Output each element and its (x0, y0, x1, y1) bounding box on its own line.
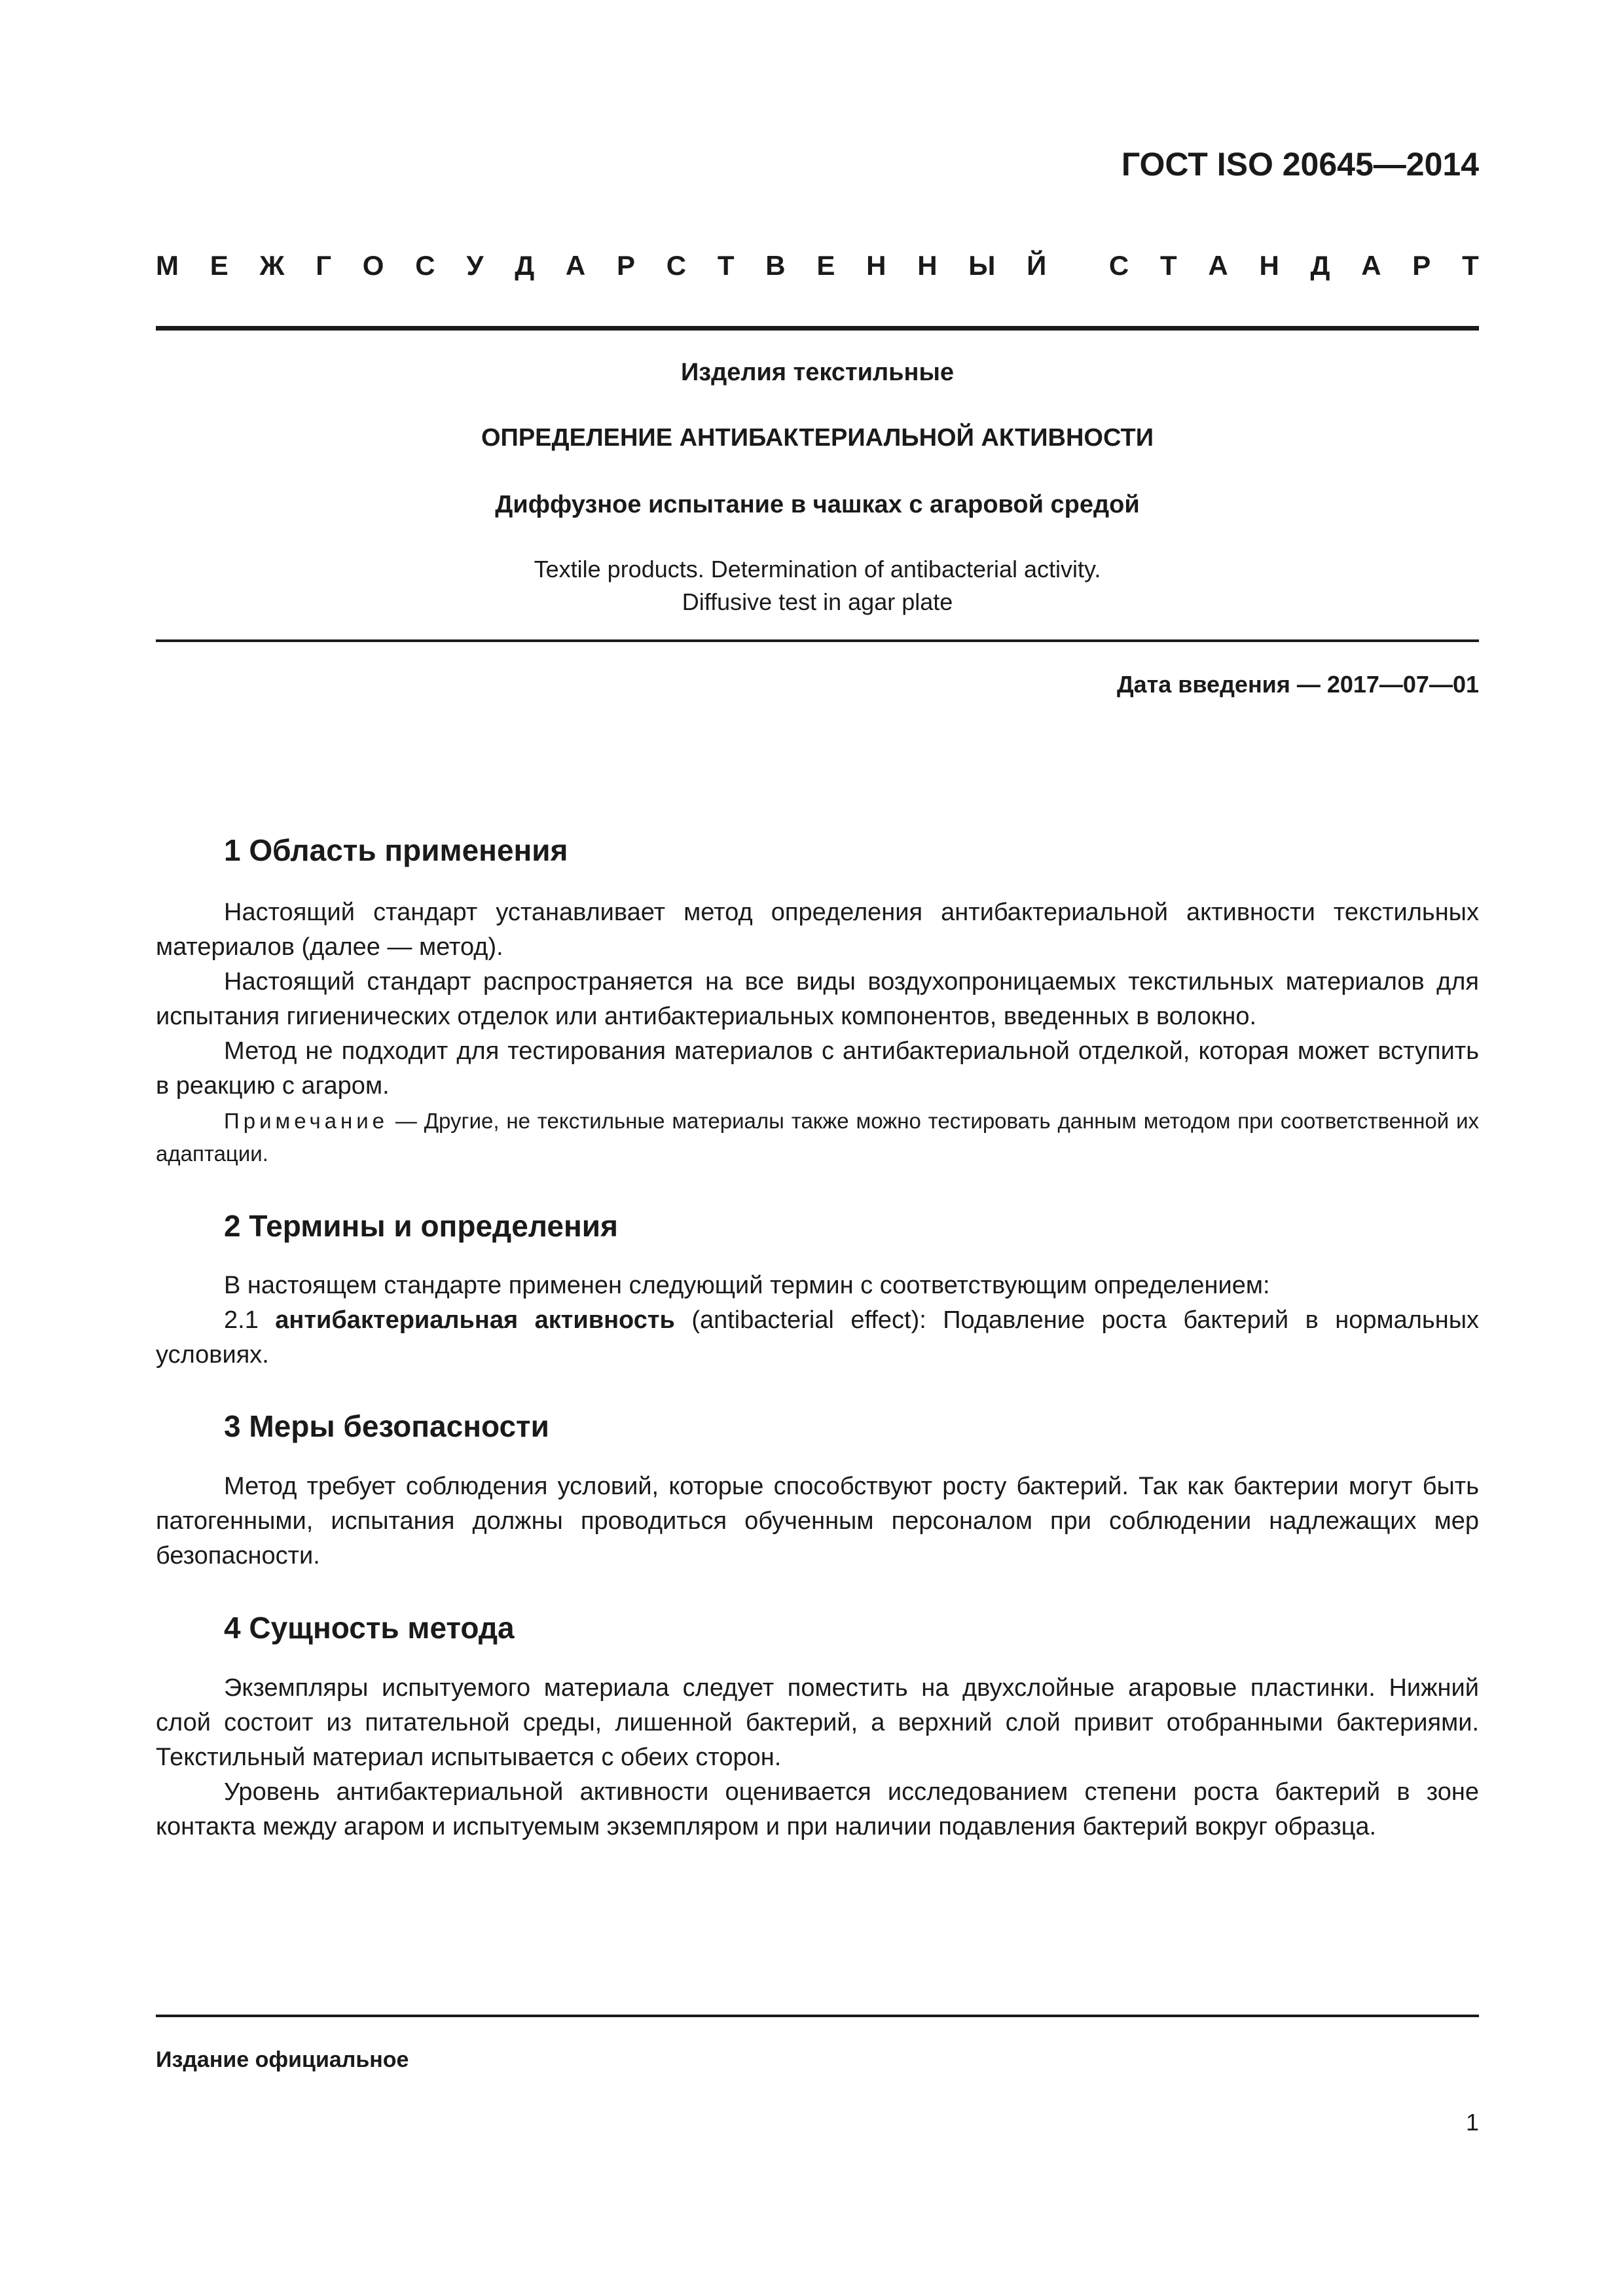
standard-type-letter: Н (1259, 250, 1279, 281)
section-3-heading: 3 Меры безопасности (224, 1409, 549, 1443)
section-2-heading: 2 Термины и определения (224, 1209, 618, 1243)
section-1-paragraph-3: Метод не подходит для тестирования материалов с антибактериальной отделкой, которая может вступить в реакцию с агаром. (156, 1037, 1479, 1100)
note-text: — Другие, не текстильные материалы также можно тестировать данным методом при соответственной их адаптации. (156, 1109, 1479, 1166)
standard-type-letter: Т (1159, 250, 1177, 281)
standard-type-letter: С (666, 250, 687, 281)
standard-type-letter: Ж (259, 250, 285, 281)
standard-type-letter: С (415, 250, 435, 281)
standard-type-letter: А (565, 250, 586, 281)
standard-type-letter: Е (816, 250, 835, 281)
section-4-heading: 4 Сущность метода (224, 1611, 515, 1645)
standard-type-letter: О (362, 250, 384, 281)
standard-type-letter: У (466, 250, 484, 281)
standard-type-letter: Р (616, 250, 635, 281)
standard-type-letter: Г (316, 250, 332, 281)
english-title (156, 553, 1479, 619)
section-1-paragraph-2: Настоящий стандарт распространяется на все виды воздухопроницаемых текстильных материалов для испытания гигиенических отделок или антибактериальных компонентов, введенных в волокно. (156, 968, 1479, 1030)
title-line-2: ОПРЕДЕЛЕНИЕ АНТИБАКТЕРИАЛЬНОЙ АКТИВНОСТИ (481, 424, 1154, 452)
section-1-paragraph-1: Настоящий стандарт устанавливает метод определения антибактериальной активности текстильных материалов (далее — метод). (156, 899, 1479, 961)
definition-number: 2.1 (224, 1306, 276, 1334)
section-2-paragraph-1: В настоящем стандарте применен следующий термин с соответствующим определением: (224, 1272, 1270, 1299)
standard-type-letter: Д (515, 250, 535, 281)
standard-type-letter: Д (1310, 250, 1330, 281)
standard-type-letter: А (1361, 250, 1381, 281)
definition-term: антибактериальная активность (275, 1306, 675, 1334)
official-edition-label: Издание официальное (156, 2047, 409, 2072)
standard-type-letter: Н (866, 250, 886, 281)
effective-date: Дата введения — 2017—07—01 (1116, 671, 1479, 698)
section-2-definition (156, 1303, 1479, 1372)
standard-type-letter: Р (1412, 250, 1431, 281)
standard-type-letter: Ы (968, 250, 996, 281)
standard-type-letter: Т (717, 250, 735, 281)
section-4-paragraph-2: Уровень антибактериальной активности оценивается исследованием степени роста бактерий в зоне контакта между агаром и испытуемым экземпляром и при наличии подавления бактерий вокруг образца. (156, 1778, 1479, 1840)
footer-rule (156, 2015, 1479, 2017)
standard-type-letter: М (156, 250, 179, 281)
standard-type-letter: Й (1027, 250, 1047, 281)
standard-type-letter: Е (210, 250, 228, 281)
title-line-3: Диффузное испытание в чашках с агаровой средой (495, 491, 1140, 518)
definition-text: (antibacterial effect): Подавление роста бактерий в нормальных условиях. (156, 1306, 1480, 1369)
standard-type-letter: А (1208, 250, 1228, 281)
title-line-1: Изделия текстильные (680, 359, 955, 386)
section-1-heading: 1 Область применения (224, 833, 568, 867)
standard-type-letter: С (1108, 250, 1129, 281)
section-3-paragraph-1: Метод требует соблюдения условий, которые способствуют росту бактерий. Так как бактерии могут быть патогенными, испытания должны проводиться обученным персоналом при соблюдении надлежащих мер безопасности. (156, 1473, 1479, 1570)
standard-type-letter: Т (1462, 250, 1479, 281)
standard-type-letter: В (765, 250, 786, 281)
document-number: ГОСТ ISO 20645—2014 (1121, 146, 1479, 183)
note-label: Примечание (224, 1109, 389, 1133)
standard-type-letter: Н (917, 250, 938, 281)
english-title-line-1: Textile products. Determination of antibacterial activity. (534, 556, 1101, 583)
english-title-line-2: Diffusive test in agar plate (682, 588, 953, 615)
page-number: 1 (1465, 2109, 1479, 2136)
standard-type-heading (156, 250, 1479, 281)
title-rule (156, 639, 1479, 642)
section-1-note (156, 1105, 1479, 1170)
section-4-paragraph-1: Экземпляры испытуемого материала следует поместить на двухслойные агаровые пластинки. Нижний слой состоит из питательной среды, лишенной бактерий, а верхний слой привит отобранными бактериями. Текстильный материал испытывается с обеих сторон. (156, 1674, 1479, 1771)
header-rule (156, 326, 1479, 331)
